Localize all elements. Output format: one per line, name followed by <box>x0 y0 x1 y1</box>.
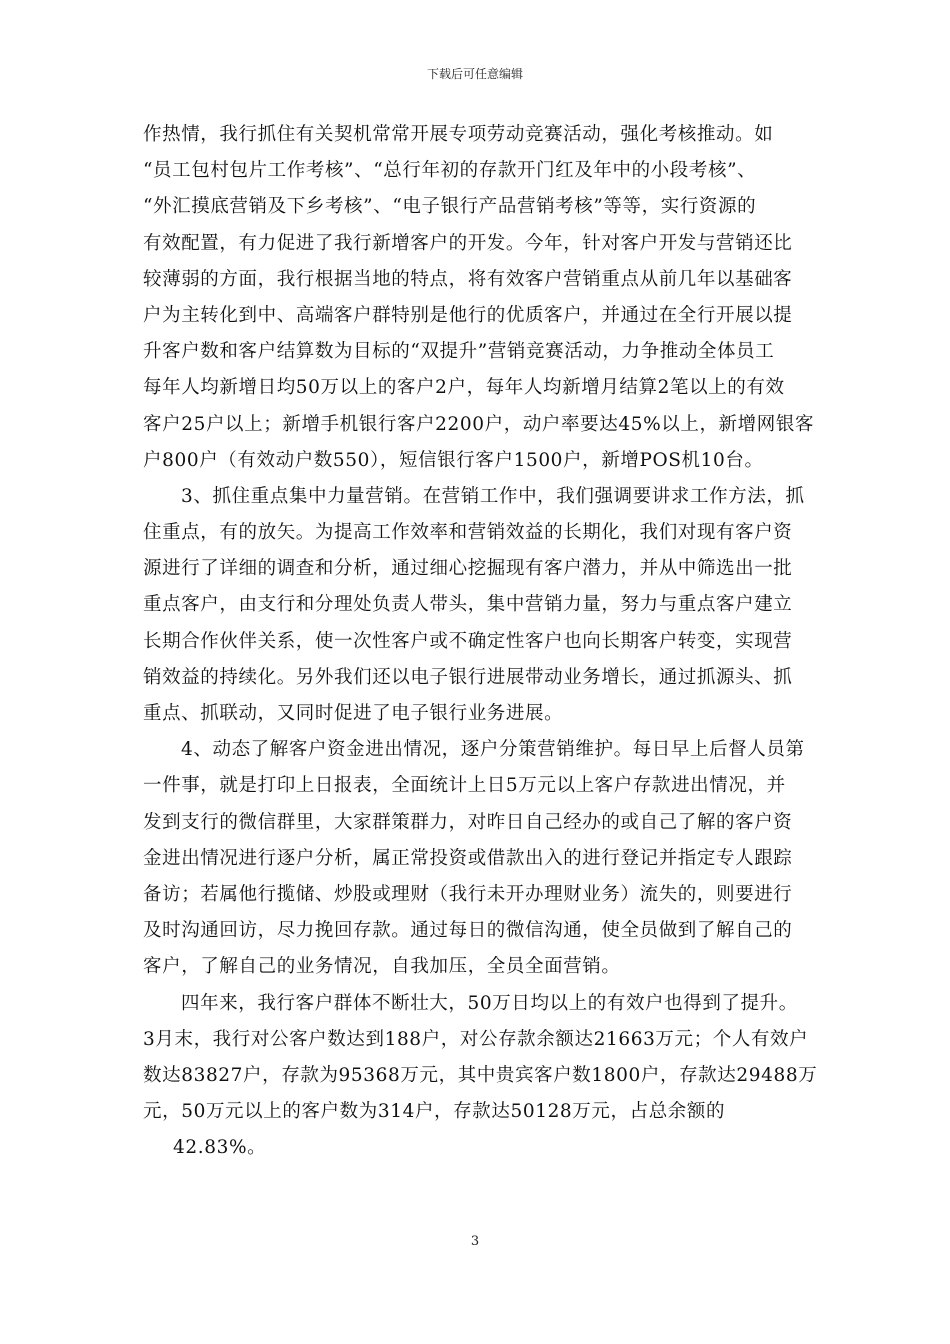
text-line: “员工包村包片工作考核”、“总行年初的存款开门红及年中的小段考核”、 <box>143 160 757 182</box>
text-line: 及时沟通回访，尽力挽回存款。通过每日的微信沟通，使全员做到了解自己的 <box>143 920 793 942</box>
text-line: 升客户数和客户结算数为目标的“双提升”营销竞赛活动，力争推动全体员工 <box>143 341 775 363</box>
text-line: 备访；若属他行揽储、炒股或理财（我行未开办理财业务）流失的，则要进行 <box>143 883 793 905</box>
text-line: 3月末，我行对公客户数达到188户，对公存款余额达21663万元；个人有效户 <box>143 1028 809 1050</box>
text-line: 客户，了解自己的业务情况，自我加压，全员全面营销。 <box>143 956 621 978</box>
text-line: 发到支行的微信群里，大家群策群力，对昨日自己经办的或自己了解的客户资 <box>143 811 793 833</box>
text-line: 住重点，有的放矢。为提高工作效率和营销效益的长期化，我们对现有客户资 <box>143 522 793 544</box>
text-line: 销效益的持续化。另外我们还以电子银行进展带动业务增长，通过抓源头、抓 <box>143 666 793 688</box>
text-line: 长期合作伙伴关系，使一次性客户或不确定性客户也向长期客户转变，实现营 <box>143 630 793 652</box>
text-line: 重点、抓联动，又同时促进了电子银行业务进展。 <box>143 703 564 724</box>
paragraph-start-line: 3、抓住重点集中力量营销。在营销工作中，我们强调要讲求工作方法，抓 <box>181 485 805 507</box>
text-line: 一件事，就是打印上日报表，全面统计上日5万元以上客户存款进出情况，并 <box>143 775 786 797</box>
text-line: “外汇摸底营销及下乡考核”、“电子银行产品营销考核”等等，实行资源的 <box>143 196 757 218</box>
text-line: 重点客户，由支行和分理处负责人带头，集中营销力量，努力与重点客户建立 <box>143 594 793 616</box>
text-line: 有效配置，有力促进了我行新增客户的开发。今年，针对客户开发与营销还比 <box>143 232 793 254</box>
text-line: 金进出情况进行逐户分析，属正常投资或借款出入的进行登记并指定专人跟踪 <box>143 847 793 869</box>
text-line: 较薄弱的方面，我行根据当地的特点，将有效客户营销重点从前几年以基础客 <box>143 268 793 290</box>
page-number: 3 <box>470 1234 480 1249</box>
text-line: 42.83%。 <box>173 1137 267 1159</box>
text-line: 每年人均新增日均50万以上的客户2户，每年人均新增月结算2笔以上的有效 <box>143 377 785 399</box>
text-line: 客户25户以上；新增手机银行客户2200户，动户率要达45%以上，新增网银客 <box>143 413 815 435</box>
text-line: 作热情，我行抓住有关契机常常开展专项劳动竞赛活动，强化考核推动。如 <box>143 124 774 145</box>
text-line: 源进行了详细的调查和分析，通过细心挖掘现有客户潜力，并从中筛选出一批 <box>143 558 793 580</box>
text-line: 元，50万元以上的客户数为314户，存款达50128万元，占总余额的 <box>143 1101 726 1123</box>
page-header: 下载后可任意编辑 <box>426 67 523 81</box>
document-body <box>143 117 818 1166</box>
text-line: 户为主转化到中、高端客户群特别是他行的优质客户，并通过在全行开展以提 <box>143 304 793 326</box>
paragraph-start-line: 4、动态了解客户资金进出情况，逐户分策营销维护。每日早上后督人员第 <box>181 739 805 761</box>
text-line: 数达83827户，存款为95368万元，其中贵宾客户数1800户，存款达29488万 <box>143 1064 818 1086</box>
text-line: 户800户（有效动户数550），短信银行客户1500户，新增POS机10台。 <box>143 449 764 471</box>
paragraph-start-line: 四年来，我行客户群体不断壮大，50万日均以上的有效户也得到了提升。 <box>181 992 798 1014</box>
